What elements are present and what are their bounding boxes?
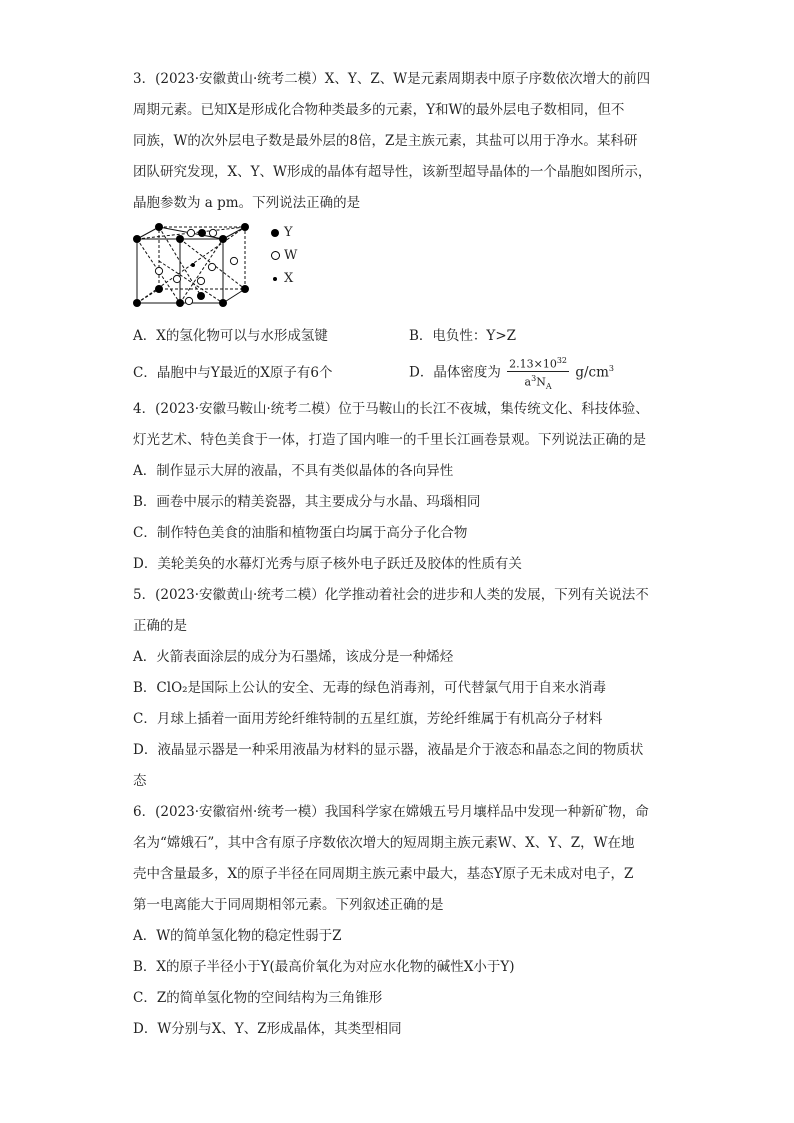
density-fraction [507, 354, 569, 393]
q4-option-c[interactable]: C．制作特色美食的油脂和植物蛋白均属于高分子化合物 [133, 525, 468, 541]
question-6 [133, 797, 673, 1045]
q4-option-d[interactable]: D．美轮美奂的水幕灯光秀与原子核外电子跃迁及胶体的性质有关 [133, 556, 522, 572]
fraction-numerator: 2.13×10 [509, 357, 557, 371]
q3-line-5: 晶胞参数为 a pm。下列说法正确的是 [133, 195, 361, 211]
q6-option-d[interactable]: D．W分别与X、Y、Z形成晶体，其类型相同 [133, 1021, 402, 1037]
q3-line-3: 同族，W的次外层电子数是最外层的8倍，Z是主族元素，其盐可以用于净水。某科研 [133, 133, 638, 149]
legend-label-x: X [284, 271, 294, 286]
q4-option-b[interactable]: B．画卷中展示的精美瓷器，其主要成分与水晶、玛瑙相同 [133, 494, 481, 510]
q6-line-2: 名为“嫦娥石”，其中含有原子序数依次增大的短周期主族元素W、X、Y、Z，W在地 [133, 835, 635, 851]
q3-line-1: 3．(2023·安徽黄山·统考二模）X、Y、Z、W是元素周期表中原子序数依次增大的前四 [133, 71, 651, 87]
denominator-n: N [536, 375, 546, 389]
q6-option-b[interactable]: B．X的原子半径小于Y(最高价氧化为对应水化物的碱性X小于Y) [133, 959, 515, 975]
question-5 [133, 580, 673, 797]
legend-label-w: W [284, 248, 298, 263]
q3-options-row-1 [133, 321, 673, 352]
q3-options-row-2 [133, 352, 673, 394]
q3-option-d[interactable] [409, 353, 614, 392]
q5-option-b[interactable]: B．ClO₂是国际上公认的安全、无毒的绿色消毒剂，可代替氯气用于自来水消毒 [133, 680, 607, 696]
legend-item-y [266, 221, 297, 244]
q3-line-4: 团队研究发现，X、Y、W形成的晶体有超导性，该新型超导晶体的一个晶胞如图所示， [133, 164, 652, 180]
q3-option-d-prefix: D．晶体密度为 [409, 364, 501, 381]
q6-option-c[interactable]: C．Z的简单氢化物的空间结构为三角锥形 [133, 990, 383, 1006]
q3-line-2: 周期元素。已知X是形成化合物种类最多的元素，Y和W的最外层电子数相同，但不 [133, 102, 625, 118]
density-unit-exponent: 3 [608, 364, 614, 374]
legend-item-x [266, 267, 297, 290]
legend-label-y: Y [284, 225, 293, 240]
legend-item-w [266, 244, 297, 267]
q5-line-1: 5．(2023·安徽黄山·统考二模）化学推动着社会的进步和人类的发展，下列有关说法不 [133, 587, 649, 603]
denominator-exponent: 3 [531, 373, 537, 383]
q3-option-c[interactable]: C．晶胞中与Y最近的X原子有6个 [133, 364, 333, 381]
filled-circle-icon [271, 229, 279, 237]
q3-option-a[interactable]: A．X的氢化物可以与水形成氢键 [133, 328, 328, 344]
numerator-exponent: 32 [556, 356, 568, 366]
small-dot-icon [273, 277, 277, 281]
q4-option-a[interactable]: A．制作显示大屏的液晶，不具有类似晶体的各向异性 [133, 463, 454, 479]
q5-line-2: 正确的是 [133, 618, 187, 634]
q4-line-2: 灯光艺术、特色美食于一体，打造了国内唯一的千里长江画卷景观。下列说法正确的是 [133, 432, 646, 448]
fraction-denominator: a [524, 375, 532, 389]
q5-option-c[interactable]: C．月球上插着一面用芳纶纤维特制的五星红旗，芳纶纤维属于有机高分子材料 [133, 711, 603, 727]
q6-line-3: 壳中含量最多，X的原子半径在同周期主族元素中最大，基态Y原子无未成对电子，Z [133, 866, 634, 882]
open-circle-icon [271, 251, 280, 260]
question-4 [133, 394, 673, 580]
q6-line-4: 第一电离能大于同周期相邻元素。下列叙述正确的是 [133, 897, 444, 913]
unit-cell-diagram [133, 221, 253, 315]
q3-option-b[interactable]: B．电负性：Y>Z [409, 328, 517, 344]
crystal-cell-figure [133, 221, 673, 317]
q6-option-a[interactable]: A．W的简单氢化物的稳定性弱于Z [133, 928, 342, 944]
question-page [133, 64, 673, 1045]
density-unit: g/cm [575, 364, 609, 381]
q6-line-1: 6．(2023·安徽宿州·统考一模）我国科学家在嫦娥五号月壤样品中发现一种新矿物，命 [133, 804, 649, 820]
question-3 [133, 64, 673, 394]
q5-option-d-continued: 态 [133, 773, 147, 789]
q5-option-d[interactable]: D．液晶显示器是一种采用液晶为材料的显示器，液晶是介于液态和晶态之间的物质状 [133, 742, 644, 758]
q5-option-a[interactable]: A．火箭表面涂层的成分为石墨烯，该成分是一种烯烃 [133, 649, 454, 665]
figure-legend [266, 221, 297, 290]
denominator-subscript: A [545, 381, 552, 391]
q4-line-1: 4．(2023·安徽马鞍山·统考二模）位于马鞍山的长江不夜城，集传统文化、科技体验、 [133, 401, 649, 417]
